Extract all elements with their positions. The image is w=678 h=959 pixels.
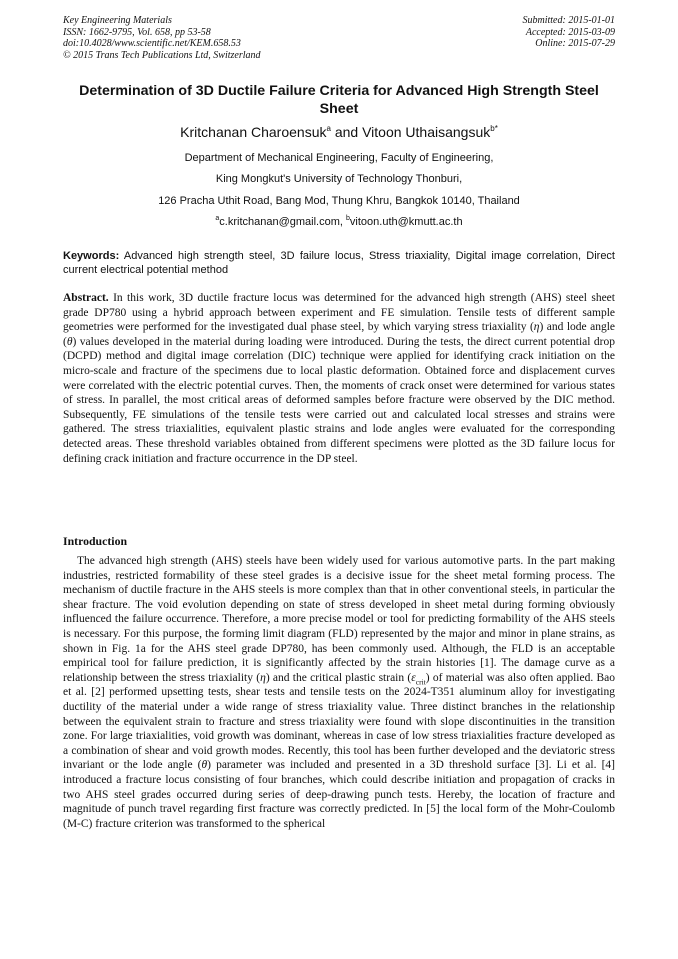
symbol-theta: θ: [201, 759, 208, 772]
abstract-section: [63, 291, 615, 466]
symbol-eta: η: [533, 321, 540, 334]
affiliation-university: King Mongkut's University of Technology Thonburi,: [215, 173, 463, 186]
issn-line: ISSN: 1662-9795, Vol. 658, pp 53-58: [63, 26, 211, 38]
keywords-label: Keywords:: [63, 250, 120, 262]
symbol-eta: η: [260, 671, 266, 684]
abstract-text-3: ) values developed in the material during loading were introduced. During the tests, the direct current potential drop (DCPD) method and digital image correlation (DIC) technique were applied for identifying crack initiation on the micro-scale and fracture of the specimens due to local plastic deformation. Obtained force and displacement curves were correlated with the electric potential curves. Then, the moments of crack onset were determined for various states of stress. In parallel, the most critical areas of deformed samples before fracture were observed by the DIC method. Subsequently, FE simulations of the tensile tests were carried out and calculated local stresses and strains were gathered. The stress triaxialities, equivalent plastic strains and lode angles were evaluated for the corresponding detected areas. These threshold variables obtained from different specimens were plotted as the 3D failure locus for defining crack initiation and fracture occurrence in the DP steel.: [63, 335, 615, 465]
copyright-line: © 2015 Trans Tech Publications Ltd, Switzerland: [63, 49, 261, 61]
introduction-heading: Introduction: [63, 534, 128, 548]
keywords-section: [63, 249, 615, 277]
introduction-text: [63, 554, 615, 831]
email-a: c.kritchanan@gmail.com,: [219, 215, 347, 228]
abstract-text-2: ) and lode angle (: [63, 321, 615, 348]
paper-title: Determination of 3D Ductile Failure Criteria for Advanced High Strength Steel Sheet: [79, 83, 599, 117]
affiliation-address: 126 Pracha Uthit Road, Bang Mod, Thung Khru, Bangkok 10140, Thailand: [158, 194, 520, 207]
abstract-label: Abstract.: [63, 292, 109, 304]
author-conjunction: and: [330, 124, 363, 140]
email-b: vitoon.uth@kmutt.ac.th: [349, 215, 463, 228]
author-2-affil-mark: b*: [490, 124, 498, 133]
author-2: Vitoon Uthaisangsuk: [362, 124, 491, 140]
email-a-mark: a: [215, 214, 220, 222]
accepted-date: Accepted: 2015-03-09: [525, 26, 615, 38]
symbol-theta: θ: [66, 335, 73, 348]
author-emails: [63, 212, 615, 233]
symbol-epsilon: ε: [411, 671, 416, 684]
author-1-affil-mark: a: [326, 124, 331, 133]
intro-text-1: The advanced high strength (AHS) steels have been widely used for various automotive parts. In the part making industries, restricted formability of these steel grades is a decisive issue for the sheet metal forming process. The mechanism of ductile fracture in the AHS steels is more complex than that in other conventional steels, in particular the shear fracture. The void evolution depending on state of stress developed in sheet metal during forming obviously influenced the failure occurrence. Therefore, a more precise model or tool for predicting formability of the AHS steels is necessary. For this purpose, the forming limit diagram (FLD) represented by the major and minor in plane strains, as shown in Fig. 1a for the AHS steel grade DP780, has been commonly used. Although, the FLD is an acceptable empirical tool for failure prediction, it is significantly affected by the strain histories [1]. The damage curve as a relationship between the stress triaxiality (: [63, 555, 615, 684]
email-b-mark: b: [346, 214, 350, 222]
author-1: Kritchanan Charoensuk: [180, 124, 327, 140]
affiliation: [63, 148, 615, 233]
intro-text-4: ) parameter was included and presented in a 3D threshold surface [3]. Li et al. [4] introduced a fracture locus consisting of four branches, which could describe initiation and propagation of cracks in two AHS steel grades occurred during series of deep-drawing punch tests. Hereby, the location of fracture and magnitude of punch travel regarding first fracture was correctly predicted. In [5] the local form of the Mohr-Coulomb (M-C) fracture criterion was transformed to the spherical: [63, 759, 615, 830]
journal-info: [63, 15, 261, 61]
keywords-text: Advanced high strength steel, 3D failure locus, Stress triaxiality, Digital image correlation, Direct current electrical potential method: [63, 250, 615, 276]
subscript-crit: crit: [415, 677, 426, 687]
author-list: [63, 123, 615, 141]
intro-text-2: ) and the critical plastic strain (: [265, 671, 412, 684]
online-date: Online: 2015-07-29: [535, 38, 615, 49]
doi-line: doi:10.4028/www.scientific.net/KEM.658.53: [63, 38, 241, 49]
publication-dates: [523, 15, 616, 50]
abstract-text-1: In this work, 3D ductile fracture locus was determined for the advanced high strength (AHS) steel sheet grade DP780 using a hybrid approach between experiment and FE simulation. Tensile tests of different sample geometries were performed for the investigated dual phase steel, by which varying stress triaxiality (: [63, 292, 615, 334]
journal-name: Key Engineering Materials: [63, 15, 172, 26]
affiliation-department: Department of Mechanical Engineering, Faculty of Engineering,: [184, 152, 494, 164]
intro-text-3: ) of material was also often applied. Bao et al. [2] performed upsetting tests, shear tests and tensile tests on the 2024-T351 aluminum alloy for investigating ductility of the material under a wide range of stress triaxiality value. Three distinct branches in the relationship between the equivalent strain to fracture and stress triaxiality were found with slope discontinuities in the transition zone. For large triaxialities, void growth was dominant, whereas in case of low stress triaxialities fracture developed as a combination of shear and void growth modes. Recently, this tool has been further developed and the deviatoric stress invariant or the lode angle (: [63, 671, 615, 772]
submitted-date: Submitted: 2015-01-01: [522, 15, 615, 26]
